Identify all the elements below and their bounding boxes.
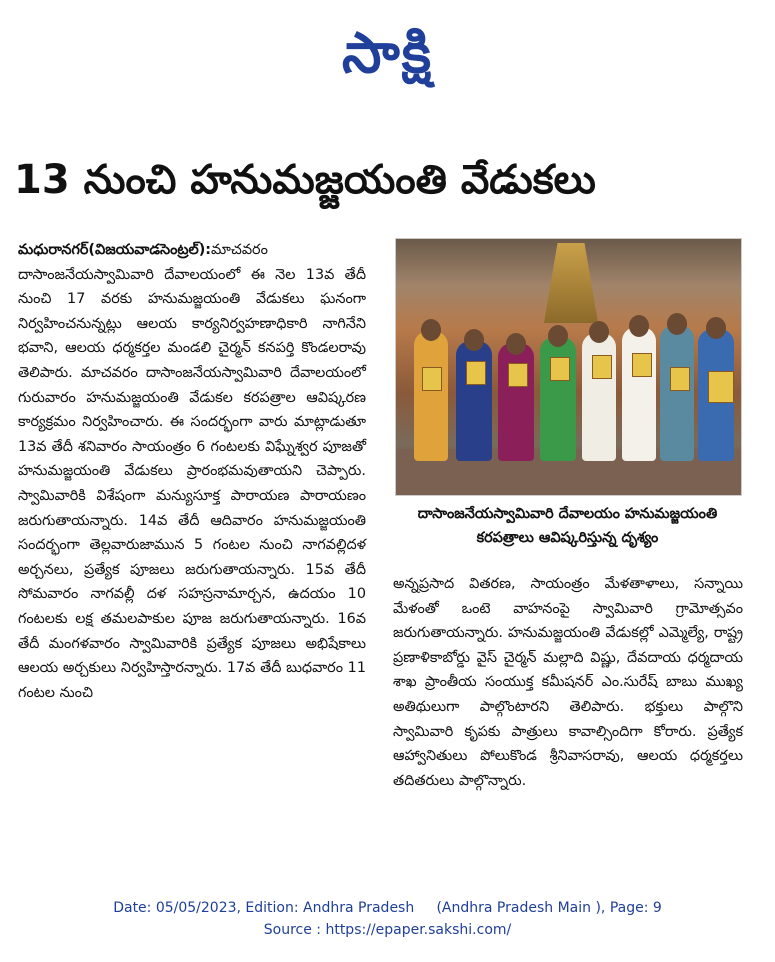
person-figure	[582, 333, 616, 461]
pamphlet	[550, 357, 570, 381]
newspaper-logo: సాక్షి	[342, 21, 433, 86]
person-head	[706, 317, 726, 339]
person-head	[421, 319, 441, 341]
person-figure	[660, 325, 694, 461]
pamphlet	[670, 367, 690, 391]
article-column-left	[18, 238, 366, 705]
person-figure	[622, 327, 656, 461]
person-figure	[540, 337, 576, 461]
pamphlet	[592, 355, 612, 379]
article-body-left: మాచవరం దాసాంజనేయస్వామివారి దేవాలయంలో ఈ నెల 13వ తేదీ నుంచి 17 వరకు హనుమజ్జయంతి వేడుకలు ఘనంగా నిర్వహించనున్నట్లు ఆలయ కార్యనిర్వహణాధికారి నాగినేని భవాని, ఆలయ ధర్మకర్తల మండలి చైర్మన్ కనపర్తి కొండలరావు తెలిపారు. మాచవరం దాసాంజనేయస్వామివారి దేవాలయంలో గురువారం హనుమజ్జయంతి వేడుకల కరపత్రాల ఆవిష్కరణ కార్యక్రమం నిర్వహించారు. ఈ సందర్భంగా వారు మాట్లాడుతూ 13వ తేదీ శనివారం సాయంత్రం 6 గంటలకు విఘ్నేశ్వర పూజతో హనుమజ్జయంతి వేడుకలు ప్రారంభమవుతాయని చెప్పారు. స్వామివారికి విశేషంగా మన్యుసూక్త పారాయణ పారాయణం జరుగుతాయన్నారు. 14వ తేదీ ఆదివారం హనుమజ్జయంతి సందర్భంగా తెల్లవారుజామున 5 గంటల నుంచి నాగవల్లిదళ అర్చనలు, ప్రత్యేక పూజలు జరుగుతాయన్నారు. 15వ తేదీ సోమవారం నాగవల్లీ దళ సహస్రనామార్చన, ఉదయం 10 గంటలకు లక్ష తమలపాకుల పూజ జరుగుతాయన్నారు. 16వ తేదీ మంగళవారం స్వామివారికి ప్రత్యేక పూజలు అభిషేకాలు ఆలయ అర్చకులు నిర్వహిస్తారన్నారు. 17వ తేదీ బుధవారం 11 గంటల నుంచి	[18, 242, 366, 701]
article-body-right: అన్నప్రసాద వితరణ, సాయంత్రం మేళతాళాలు, సన్నాయి మేళంతో ఒంటె వాహనంపై స్వామివారి గ్రామోత్సవం జరుగుతాయన్నారు. హనుమజ్జయంతి వేడుకల్లో ఎమ్మెల్యే, రాష్ట్ర ప్రణాళికాబోర్డు వైస్ చైర్మన్ మల్లాది విష్ణు, దేవదాయ ధర్మదాయ శాఖ ప్రాంతీయ సంయుక్త కమీషనర్ ఎం.సురేష్ బాబు ముఖ్య అతిథులుగా పాల్గొంటారని తెలిపారు. భక్తులు పాల్గొని స్వామివారి కృపకు పాత్రులు కావాల్సిందిగా కోరారు. ప్రత్యేక ఆహ్వానితులు పోలుకొండ శ్రీనివాసరావు, ఆలయ ధర్మకర్తలు తదితరులు పాల్గొన్నారు.	[393, 576, 743, 789]
pamphlet	[708, 371, 734, 403]
photo-caption: దాసాంజనేయస్వామివారి దేవాలయం హనుమజ్జయంతి కరపత్రాలు ఆవిష్కరిస్తున్న దృశ్యం	[417, 506, 718, 546]
source-link[interactable]: Source : https://epaper.sakshi.com/	[263, 922, 512, 938]
person-head	[464, 329, 484, 351]
pamphlet	[422, 367, 442, 391]
page-footer	[0, 897, 775, 941]
person-head	[629, 315, 649, 337]
temple-tower	[526, 243, 616, 323]
person-figure	[498, 343, 534, 461]
person-head	[667, 313, 687, 335]
pamphlet	[466, 361, 486, 385]
article-dateline: మధురానగర్(విజయవాడసెంట్రల్):	[18, 242, 212, 258]
pamphlet	[508, 363, 528, 387]
article-headline: 13 నుంచి హనుమజ్జయంతి వేడుకలు	[14, 157, 596, 203]
edition-info: Date: 05/05/2023, Edition: Andhra Pradesh (Andhra Pradesh Main ), Page: 9	[113, 900, 662, 916]
article-photo	[395, 238, 742, 496]
article-column-right	[393, 572, 743, 793]
person-head	[506, 333, 526, 355]
person-head	[548, 325, 568, 347]
pamphlet	[632, 353, 652, 377]
person-head	[589, 321, 609, 343]
person-figure	[456, 341, 492, 461]
person-figure	[414, 331, 448, 461]
